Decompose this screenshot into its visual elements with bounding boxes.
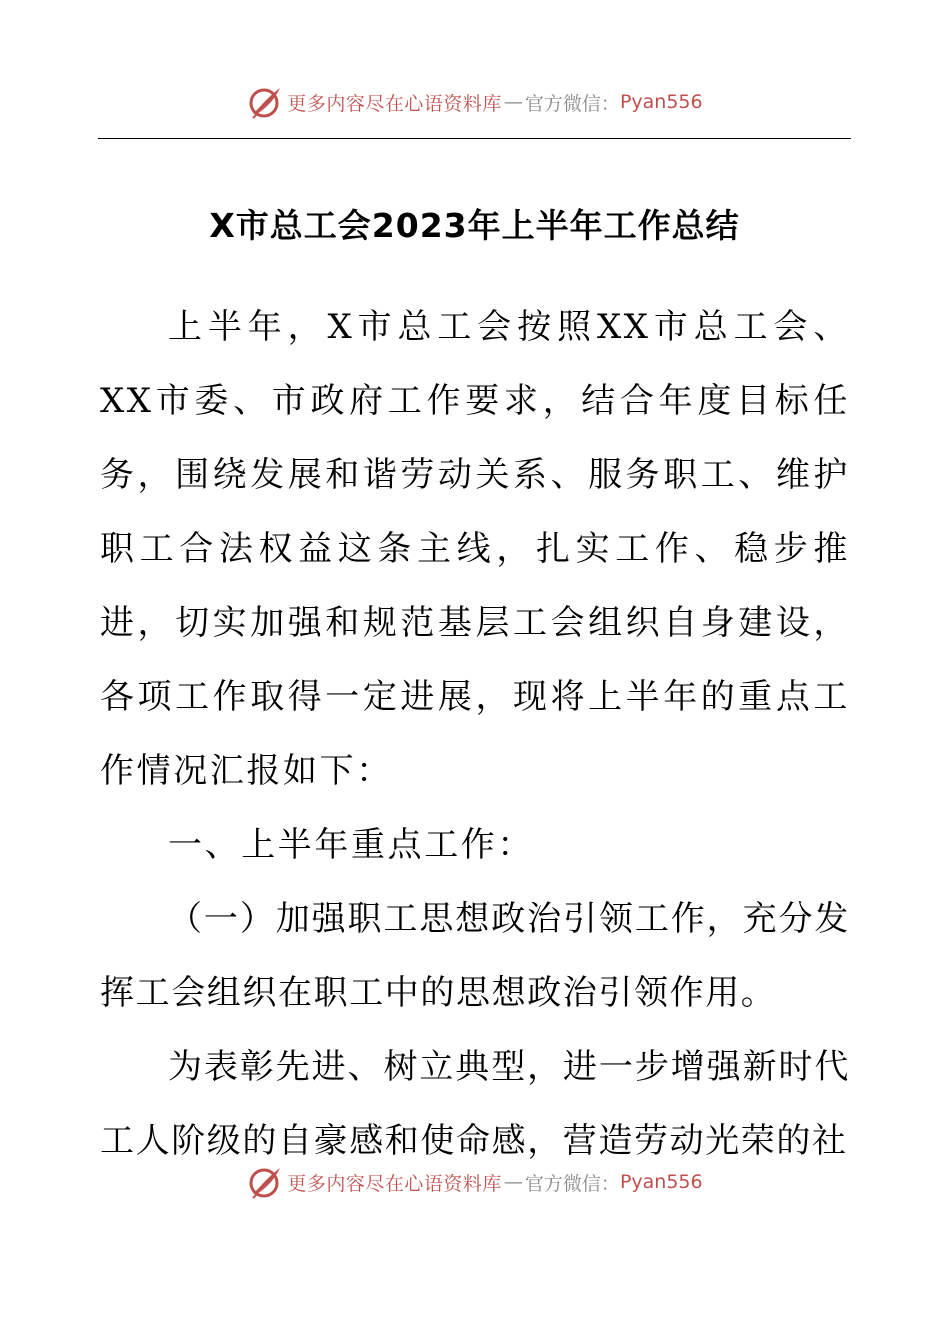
paragraph-intro: 上半年，X市总工会按照XX市总工会、XX市委、市政府工作要求，结合年度目标任务，围绕发展和谐劳动关系、服务职工、维护职工合法权益这条主线，扎实工作、稳步推进，切实加强和规范基层工会组织自身建设，各项工作取得一定进展，现将上半年的重点工作情况汇报如下： xyxy=(100,307,850,791)
wechat-label: 官方微信： xyxy=(524,92,620,115)
document-body xyxy=(100,290,850,1178)
document-title: X市总工会2023年上半年工作总结 xyxy=(209,206,740,245)
wechat-id: Pyan556 xyxy=(619,1171,703,1193)
section-heading: 一、上半年重点工作： xyxy=(168,825,534,865)
header-divider xyxy=(98,138,851,139)
footer-banner xyxy=(0,1162,950,1202)
quill-pen-circle-icon xyxy=(247,1164,283,1200)
header-banner xyxy=(0,82,950,122)
banner-separator: — xyxy=(503,1171,523,1193)
promo-text: 更多内容尽在心语资料库 xyxy=(287,92,502,115)
quill-pen-circle-icon xyxy=(247,84,283,120)
banner-separator: — xyxy=(503,91,523,113)
wechat-id: Pyan556 xyxy=(619,91,703,113)
subsection-heading: （一）加强职工思想政治引领工作，充分发挥工会组织在职工中的思想政治引领作用。 xyxy=(100,899,850,1013)
wechat-label: 官方微信： xyxy=(524,1172,620,1195)
promo-text: 更多内容尽在心语资料库 xyxy=(287,1172,502,1195)
paragraph-commendation: 为表彰先进、树立典型，进一步增强新时代工人阶级的自豪感和使命感，营造劳动光荣的社 xyxy=(100,1047,850,1161)
